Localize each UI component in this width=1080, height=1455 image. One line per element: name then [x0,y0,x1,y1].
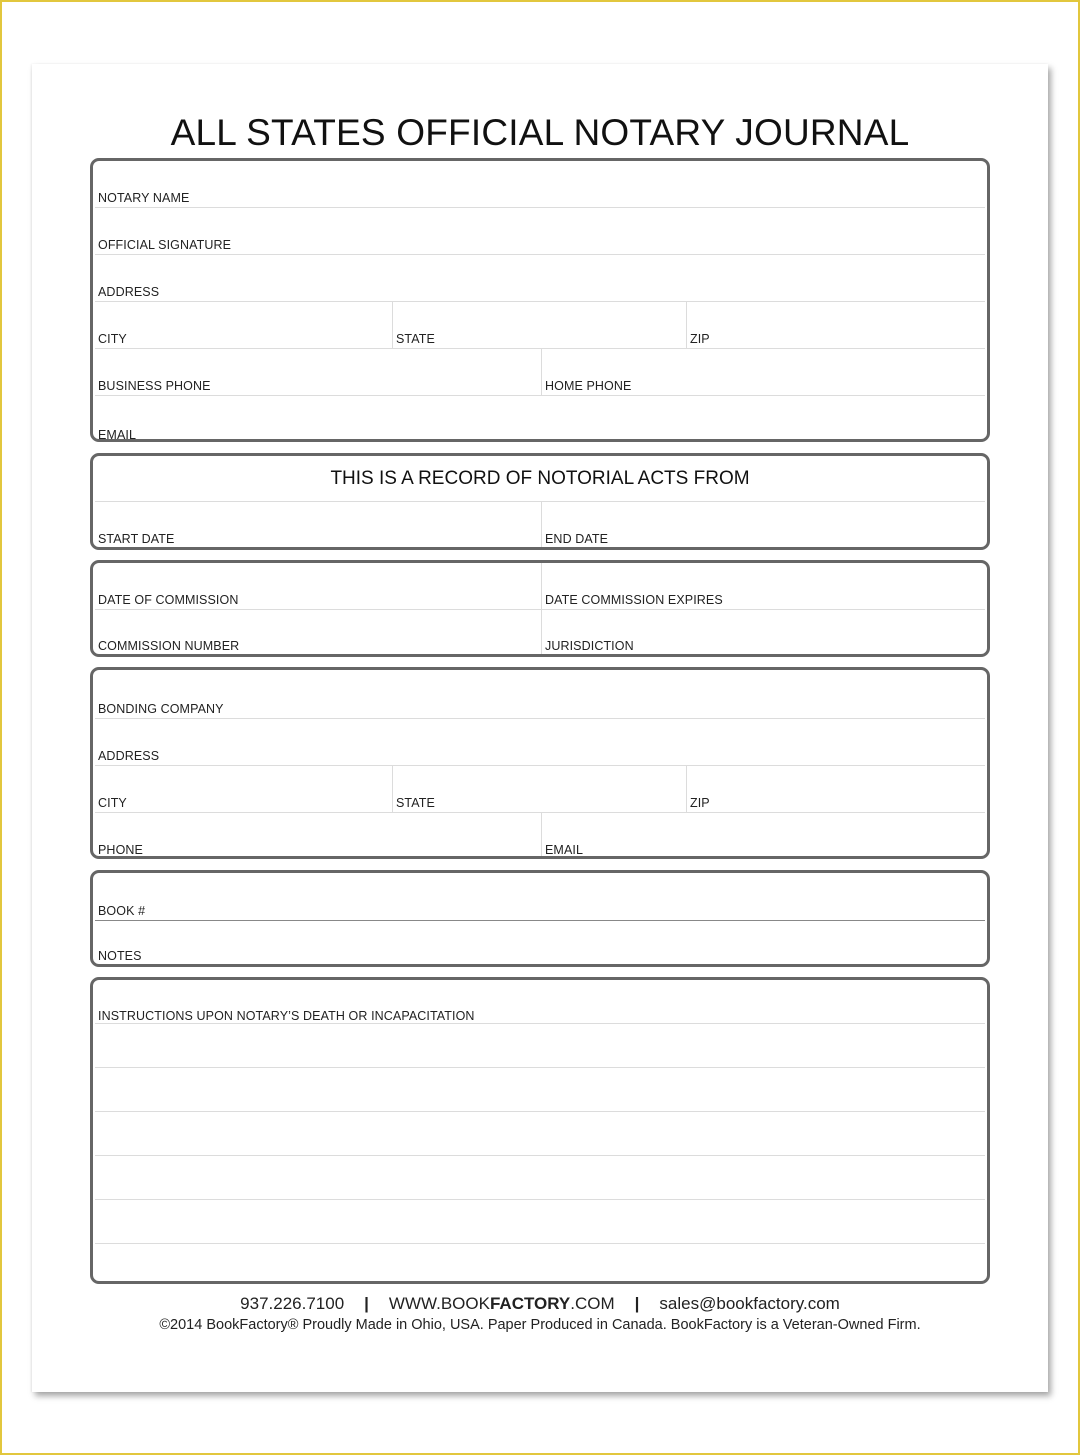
bonding-state-field[interactable] [392,766,687,812]
bonding-address-label: ADDRESS [98,749,160,763]
city-state-zip-row [95,302,985,349]
bonding-state-label: STATE [396,796,435,810]
zip-field[interactable] [686,302,985,348]
instructions-line[interactable] [95,1156,985,1200]
book-notes-box [90,870,990,967]
state-field[interactable] [392,302,687,348]
instructions-box [90,977,990,1284]
record-heading-row [95,456,985,502]
instructions-label-row[interactable] [95,980,985,1024]
email-row[interactable] [95,396,985,442]
bonding-company-row[interactable] [95,670,985,719]
footer-contact [90,1294,990,1314]
bonding-city-field[interactable] [95,766,392,812]
commission-date-row [95,563,985,610]
bonding-box [90,667,990,859]
official-signature-row[interactable] [95,208,985,255]
address-row[interactable] [95,255,985,302]
commission-number-row [95,610,985,655]
bonding-phone-field[interactable] [95,813,541,859]
zip-label: ZIP [690,332,710,346]
footer-website-prefix: WWW.BOOK [388,1294,490,1313]
start-date-field[interactable] [95,502,541,548]
bonding-email-label: EMAIL [545,843,584,857]
instructions-label: INSTRUCTIONS UPON NOTARY’S DEATH OR INCAPACITATION [98,1009,475,1023]
phone-row [95,349,985,396]
bonding-zip-field[interactable] [686,766,985,812]
jurisdiction-label: JURISDICTION [545,639,634,653]
notary-name-label: NOTARY NAME [98,191,190,205]
address-label: ADDRESS [98,285,160,299]
bonding-phone-label: PHONE [98,843,143,857]
notes-row[interactable] [95,921,985,965]
instructions-line [95,1244,985,1284]
notary-info-box [90,158,990,442]
date-of-commission-field[interactable] [95,563,541,609]
bonding-city-label: CITY [98,796,127,810]
instructions-line[interactable] [95,1200,985,1244]
instructions-line[interactable] [95,1068,985,1112]
instructions-line[interactable] [95,1024,985,1068]
instructions-line[interactable] [95,1112,985,1156]
commission-number-field[interactable] [95,610,541,655]
official-signature-label: OFFICIAL SIGNATURE [98,238,232,252]
footer-separator: | [634,1294,640,1313]
footer-website-suffix: .COM [570,1294,615,1313]
footer-separator: | [364,1294,369,1313]
end-date-field[interactable] [541,502,985,548]
bonding-city-state-zip-row [95,766,985,813]
page-title: ALL STATES OFFICIAL NOTARY JOURNAL [170,112,910,153]
record-box [90,453,990,550]
bonding-address-row[interactable] [95,719,985,766]
footer-website[interactable] [389,1294,615,1313]
home-phone-label: HOME PHONE [545,379,632,393]
end-date-label: END DATE [545,532,609,546]
footer-phone: 937.226.7100 [240,1294,345,1313]
state-label: STATE [396,332,435,346]
commission-box [90,560,990,657]
record-heading: THIS IS A RECORD OF NOTORIAL ACTS FROM [330,468,750,489]
city-field[interactable] [95,302,392,348]
date-commission-expires-field[interactable] [541,563,985,609]
notes-label: NOTES [98,949,142,963]
business-phone-field[interactable] [95,349,541,395]
bonding-zip-label: ZIP [690,796,710,810]
home-phone-field[interactable] [541,349,985,395]
date-range-row [95,502,985,548]
date-of-commission-label: DATE OF COMMISSION [98,593,239,607]
footer-website-bold: FACTORY [489,1294,571,1313]
email-label: EMAIL [98,428,137,442]
commission-number-label: COMMISSION NUMBER [98,639,240,653]
notary-name-row[interactable] [95,161,985,208]
bonding-phone-email-row [95,813,985,859]
book-number-row[interactable] [95,873,985,921]
start-date-label: START DATE [98,532,175,546]
footer-email[interactable]: sales@bookfactory.com [659,1294,840,1313]
date-commission-expires-label: DATE COMMISSION EXPIRES [545,593,723,607]
bonding-company-label: BONDING COMPANY [98,702,224,716]
bonding-email-field[interactable] [541,813,985,859]
book-number-label: BOOK # [98,904,146,918]
business-phone-label: BUSINESS PHONE [98,379,211,393]
jurisdiction-field[interactable] [541,610,985,655]
footer-copyright: ©2014 BookFactory® Proudly Made in Ohio, USA. Paper Produced in Canada. BookFactory is a Veteran-Owned Firm. [159,1317,921,1333]
city-label: CITY [98,332,127,346]
